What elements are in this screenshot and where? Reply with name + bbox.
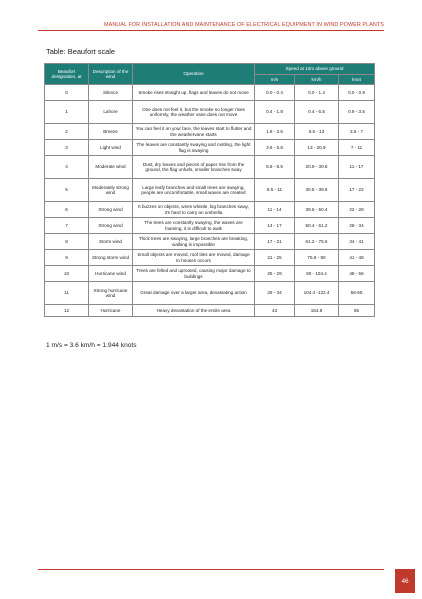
cell-speed-ms: 5.8 - 8.5 xyxy=(255,156,295,179)
table-row xyxy=(45,85,375,101)
cell-speed-ms: 0.4 - 1.8 xyxy=(255,101,295,124)
table-row xyxy=(45,124,375,140)
cell-speed-ms: 11 - 14 xyxy=(255,202,295,218)
cell-beaufort-number: 1 xyxy=(45,101,89,124)
cell-beaufort-number: 6 xyxy=(45,202,89,218)
cell-operation: The trees are constantly swaying, the waves are foaming, it is difficult to walk xyxy=(133,218,255,234)
conversion-note: 1 m/s = 3.6 km/h = 1.944 knots xyxy=(46,342,137,349)
cell-speed-knot: 41 - 48 xyxy=(339,250,375,266)
cell-operation: It buzzes on objects, wires whistle, big branches sway, it's hard to carry an umbrella xyxy=(133,202,255,218)
cell-speed-ms: 1.8 - 3.6 xyxy=(255,124,295,140)
cell-operation: Thick trees are swaying, large branches are breaking, walking is impossible xyxy=(133,234,255,250)
cell-wind-description: Breeze xyxy=(89,124,133,140)
cell-speed-kmh: 30.6 - 39.6 xyxy=(295,179,339,202)
cell-operation: Heavy devastation of the entire area xyxy=(133,305,255,317)
running-header: MANUAL FOR INSTALLATION AND MAINTENANCE OF ELECTRICAL EQUIPMENT IN WIND POWER PLANTS xyxy=(104,22,384,28)
col-header-designation: Beaufort designation, at xyxy=(45,64,89,85)
cell-operation: The leaves are constantly swaying and rustling, the light flag is swaying xyxy=(133,140,255,156)
cell-operation: Dust, dry leaves and pieces of paper rise from the ground, the flag unfurls, smaller branches sway xyxy=(133,156,255,179)
header-divider xyxy=(38,30,384,31)
table-row xyxy=(45,218,375,234)
cell-speed-ms: 21 - 25 xyxy=(255,250,295,266)
cell-speed-knot: 34 - 41 xyxy=(339,234,375,250)
table-row xyxy=(45,140,375,156)
cell-speed-kmh: 154.8 xyxy=(295,305,339,317)
page-number-badge: 46 xyxy=(395,569,415,593)
table-row xyxy=(45,179,375,202)
cell-beaufort-number: 5 xyxy=(45,179,89,202)
cell-speed-kmh: 0.4 - 6.5 xyxy=(295,101,339,124)
cell-wind-description: Light wind xyxy=(89,140,133,156)
cell-speed-knot: 28 - 34 xyxy=(339,218,375,234)
cell-speed-kmh: 13 - 20.9 xyxy=(295,140,339,156)
col-header-operation: Operation xyxy=(133,64,255,85)
table-row xyxy=(45,305,375,317)
cell-speed-ms: 17 - 21 xyxy=(255,234,295,250)
cell-speed-knot: 56-65 xyxy=(339,282,375,305)
cell-operation: Trees are felled and uprooted, causing major damage to buildings xyxy=(133,266,255,282)
cell-speed-knot: 17 - 22 xyxy=(339,179,375,202)
cell-operation: Smoke rises straight up, flags and leaves do not move xyxy=(133,85,255,101)
cell-wind-description: Moderately strong wind xyxy=(89,179,133,202)
table-row xyxy=(45,234,375,250)
cell-operation: Small objects are moved, roof tiles are moved, damage to houses occurs xyxy=(133,250,255,266)
cell-wind-description: Storm wind xyxy=(89,234,133,250)
cell-speed-kmh: 61.2 - 75.6 xyxy=(295,234,339,250)
cell-beaufort-number: 8 xyxy=(45,234,89,250)
table-row xyxy=(45,156,375,179)
cell-speed-kmh: 50.4 - 61.2 xyxy=(295,218,339,234)
col-header-kmh: km/h xyxy=(295,75,339,85)
cell-wind-description: Lahore xyxy=(89,101,133,124)
cell-speed-ms: 8.5 - 11 xyxy=(255,179,295,202)
table-row xyxy=(45,266,375,282)
cell-speed-knot: 0.0 - 0.9 xyxy=(339,85,375,101)
cell-beaufort-number: 3 xyxy=(45,140,89,156)
cell-beaufort-number: 10 xyxy=(45,266,89,282)
cell-wind-description: Strong storm wind xyxy=(89,250,133,266)
cell-beaufort-number: 7 xyxy=(45,218,89,234)
cell-operation: One does not feel it, but the smoke no longer rises uniformly, the weather vane does not move xyxy=(133,101,255,124)
cell-speed-kmh: 104.4 -122.4 xyxy=(295,282,339,305)
cell-wind-description: Strong hurricane wind xyxy=(89,282,133,305)
cell-speed-kmh: 90 - 104.4 xyxy=(295,266,339,282)
cell-beaufort-number: 0 xyxy=(45,85,89,101)
cell-speed-kmh: 39.6 - 50.4 xyxy=(295,202,339,218)
cell-speed-knot: 22 - 28 xyxy=(339,202,375,218)
cell-speed-ms: 3.6 - 5.8 xyxy=(255,140,295,156)
cell-speed-ms: 14 - 17 xyxy=(255,218,295,234)
table-row xyxy=(45,250,375,266)
cell-speed-knot: 7 - 11 xyxy=(339,140,375,156)
cell-beaufort-number: 12 xyxy=(45,305,89,317)
table-row xyxy=(45,202,375,218)
cell-speed-ms: 0.0 - 0.4 xyxy=(255,85,295,101)
cell-speed-kmh: 20.9 - 30.6 xyxy=(295,156,339,179)
cell-speed-ms: 29 - 34 xyxy=(255,282,295,305)
cell-speed-knot: 48 - 56 xyxy=(339,266,375,282)
table-title: Table: Beaufort scale xyxy=(46,47,116,56)
table-body xyxy=(45,85,375,317)
cell-wind-description: Silence xyxy=(89,85,133,101)
cell-speed-ms: 25 - 29 xyxy=(255,266,295,282)
cell-speed-knot: 11 - 17 xyxy=(339,156,375,179)
cell-wind-description: Hurricane wind xyxy=(89,266,133,282)
table-row xyxy=(45,101,375,124)
cell-speed-kmh: 6.5 - 13 xyxy=(295,124,339,140)
cell-wind-description: Strong wind xyxy=(89,218,133,234)
col-header-knot: knot xyxy=(339,75,375,85)
cell-speed-knot: 65 xyxy=(339,305,375,317)
cell-speed-knot: 3.5 - 7 xyxy=(339,124,375,140)
cell-beaufort-number: 4 xyxy=(45,156,89,179)
table-row xyxy=(45,282,375,305)
col-header-ms: m/s xyxy=(255,75,295,85)
cell-speed-ms: 43 xyxy=(255,305,295,317)
cell-speed-kmh: 75.6 - 90 xyxy=(295,250,339,266)
cell-beaufort-number: 2 xyxy=(45,124,89,140)
col-header-speed-group: Speed at 10m above ground xyxy=(255,64,375,75)
cell-beaufort-number: 11 xyxy=(45,282,89,305)
cell-beaufort-number: 9 xyxy=(45,250,89,266)
cell-speed-knot: 0.9 - 3.5 xyxy=(339,101,375,124)
cell-operation: Great damage over a larger area, devastating action xyxy=(133,282,255,305)
cell-operation: You can feel it on your face, the leaves start to flutter and the weathervane starts xyxy=(133,124,255,140)
cell-wind-description: Moderate wind xyxy=(89,156,133,179)
cell-operation: Large leafy branches and small trees are swaying, people are uncomfortable, small waves are created xyxy=(133,179,255,202)
cell-speed-kmh: 0.0 - 1.4 xyxy=(295,85,339,101)
beaufort-table xyxy=(44,63,375,317)
col-header-description: Description of the wind xyxy=(89,64,133,85)
footer-divider xyxy=(38,569,384,570)
cell-wind-description: Strong wind xyxy=(89,202,133,218)
cell-wind-description: Hurricane xyxy=(89,305,133,317)
